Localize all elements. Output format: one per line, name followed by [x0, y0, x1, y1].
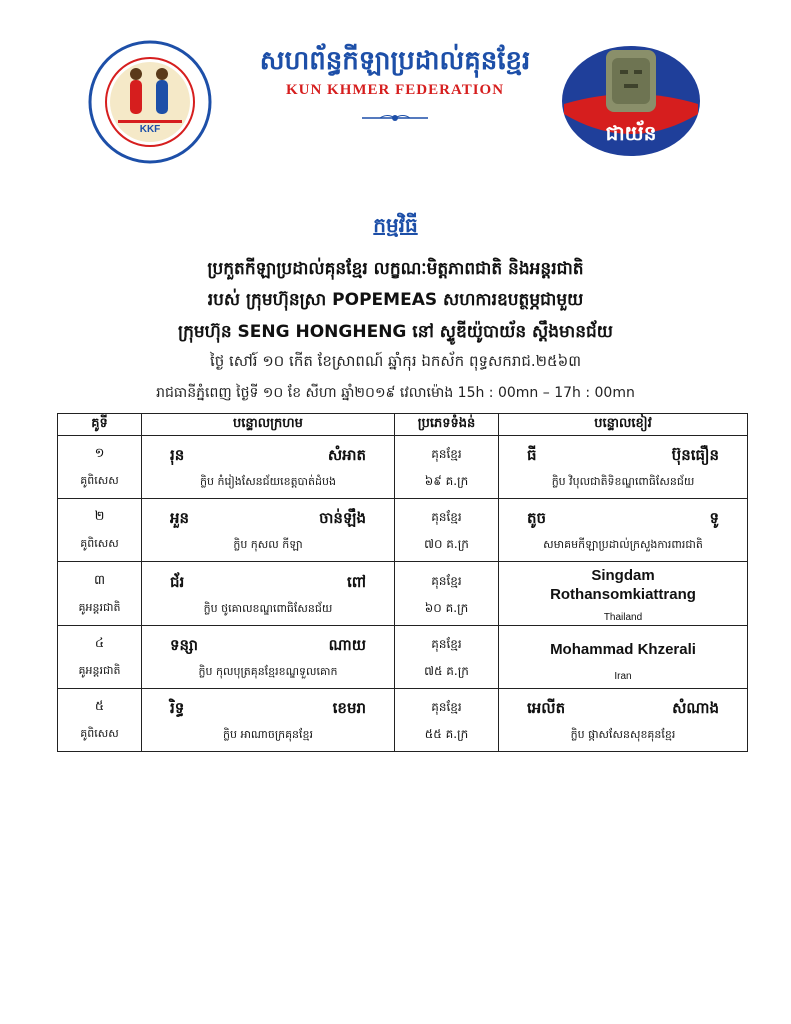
fight-style: គុនខ្មែរ — [431, 447, 462, 461]
bout-number: ៥ — [94, 699, 105, 714]
red-fighter-club: ក្លិប ថូគោលខណ្ឌពោធិសែនជ័យ — [203, 601, 333, 615]
table-row — [58, 689, 748, 752]
fight-schedule-table — [57, 413, 748, 752]
bout-cell — [58, 436, 142, 499]
red-first-name: រុន — [170, 446, 185, 464]
header-bout-number: គូទី — [58, 414, 142, 436]
weight-class: ៧៥ គ.ក្រ — [424, 664, 469, 678]
blue-corner-cell — [499, 626, 748, 689]
program-title: កម្មវិធី — [373, 213, 418, 237]
red-fighter-name — [142, 438, 394, 470]
red-fighter-club: ក្លិប កុលបុត្រគុនខ្មែរខណ្ឌទួលគោក — [198, 665, 338, 678]
blue-first-name: អេលីត — [527, 699, 566, 717]
fight-style: គុនខ្មែរ — [431, 573, 462, 588]
weight-cell — [395, 562, 499, 626]
program-line-1: ប្រកួតកីឡាប្រដាល់គុនខ្មែរ លក្ខណៈមិត្តភាពជាតិ និងអន្តរជាតិ — [207, 259, 584, 279]
blue-fighter-name: Mohammad Khzerali — [550, 640, 696, 658]
red-corner-cell — [142, 436, 395, 499]
red-fighter-name — [142, 565, 394, 597]
red-corner-cell — [142, 689, 395, 752]
blue-last-name: សំណាង — [672, 699, 719, 717]
bout-number: ១ — [94, 446, 105, 461]
blue-fighter-country: Thailand — [603, 612, 643, 623]
red-fighter-name — [142, 691, 394, 723]
bayon-logo-text: ជាយ័ន — [605, 121, 657, 145]
table-row — [58, 626, 748, 689]
blue-fighter-name-line-2: Rothansomkiattrang — [550, 586, 696, 603]
blue-fighter-name-line-1: Singdam — [591, 567, 655, 584]
header-weight-class: ប្រភេទទំងន់ — [395, 414, 499, 436]
red-fighter-club: ក្លិប អាណាចក្រគុនខ្មែរ — [222, 728, 314, 741]
bout-category: គូអន្តរជាតិ — [78, 664, 121, 677]
red-fighter-name — [142, 501, 394, 533]
fight-style: គុនខ្មែរ — [431, 510, 462, 524]
blue-fighter-name — [499, 691, 747, 723]
table-header-row — [58, 414, 748, 436]
ornament-divider — [360, 108, 430, 118]
bout-number: ៤ — [94, 636, 105, 651]
blue-corner-cell — [499, 436, 748, 499]
weight-cell — [395, 626, 499, 689]
blue-corner-cell — [499, 562, 748, 626]
bout-cell — [58, 499, 142, 562]
red-last-name: សំអាត — [327, 446, 366, 464]
blue-first-name: តូច — [527, 509, 547, 527]
program-line-2: របស់ ក្រុមហ៊ុនស្រា POPEMEAS សហការឧបត្ថម្ភជាមួយ — [207, 290, 584, 310]
kkf-logo — [88, 40, 212, 164]
weight-class: ៧០ គ.ក្រ — [424, 537, 469, 551]
bayon-logo — [560, 44, 702, 158]
bout-category: គូអន្តរជាតិ — [78, 600, 121, 614]
weight-cell — [395, 689, 499, 752]
bout-cell — [58, 562, 142, 626]
header-blue-corner: បន្ទោលខៀវ — [499, 414, 748, 436]
blue-fighter-name — [499, 501, 747, 533]
red-corner-cell — [142, 499, 395, 562]
red-first-name: ទន្សា — [170, 636, 199, 654]
blue-fighter-name — [499, 438, 747, 470]
red-last-name: ណាយ — [328, 636, 366, 654]
solar-date-time: រាជធានីភ្នំពេញ ថ្ងៃទី ១០ ខែ សីហា ឆ្នាំ២០១៩ វេលាម៉ោង 15h : 00mn – 17h : 00mn — [156, 385, 635, 401]
weight-class: ៦០ គ.ក្រ — [424, 600, 469, 615]
weight-class: ៦៩ គ.ក្រ — [424, 474, 469, 488]
blue-fighter-club: ក្លិប ផ្កាសសែនសុខគុនខ្មែរ — [570, 728, 676, 741]
bout-number: ២ — [94, 509, 105, 524]
red-first-name: ជ័រ — [170, 572, 185, 591]
blue-fighter-country: Iran — [614, 670, 632, 682]
blue-fighter-club: សមាគមកីឡាប្រដាល់ក្រសួងការពារជាតិ — [543, 538, 703, 551]
bout-category: គូពិសេស — [80, 727, 119, 740]
red-fighter-club: ក្លិប កំរៀងសែនជ័យខេត្តបាត់ដំបង — [200, 475, 336, 488]
bout-cell — [58, 689, 142, 752]
fight-style: គុនខ្មែរ — [431, 637, 462, 651]
blue-first-name: ធី — [527, 446, 537, 464]
red-fighter-name — [142, 628, 394, 660]
blue-fighter-club: ក្លិប វិបុលជាតិទិខណ្ឌពោធិសែនជ័យ — [551, 475, 695, 488]
federation-name-english: KUN KHMER FEDERATION — [285, 82, 505, 98]
red-first-name: អួន — [170, 509, 190, 527]
table-row — [58, 499, 748, 562]
red-last-name: ចាន់ឡឹង — [319, 509, 366, 527]
kkf-logo-text: KKF — [139, 124, 161, 135]
bout-number: ៣ — [93, 572, 106, 588]
red-first-name: រិទ្ធ — [170, 699, 185, 717]
weight-class: ៥៥ គ.ក្រ — [424, 727, 469, 741]
red-corner-cell — [142, 626, 395, 689]
bout-category: គូពិសេស — [80, 537, 119, 550]
table-row — [58, 436, 748, 499]
red-last-name: ពៅ — [346, 572, 366, 591]
program-line-3: ក្រុមហ៊ុន SENG HONGHENG នៅ ស្ទូឌីយ៉ូបាយ័ន ស្ដឹងមានជ័យ — [178, 322, 613, 342]
bout-category: គូពិសេស — [80, 474, 119, 487]
blue-last-name: ប៊ុនធឿន — [671, 446, 719, 464]
federation-name-khmer: សហព័ន្ធកីឡាប្រដាល់គុនខ្មែរ — [259, 46, 531, 76]
blue-corner-cell — [499, 689, 748, 752]
red-corner-cell — [142, 562, 395, 626]
red-last-name: ខេមរា — [332, 699, 366, 717]
red-fighter-club: ក្លិប កុសល កីឡា — [233, 538, 303, 551]
header-red-corner: បន្ទោលក្រហម — [142, 414, 395, 436]
bout-cell — [58, 626, 142, 689]
table-row — [58, 562, 748, 626]
weight-cell — [395, 499, 499, 562]
blue-last-name: ទូ — [709, 509, 719, 527]
blue-corner-cell — [499, 499, 748, 562]
lunar-date: ថ្ងៃ សៅរ៍ ១០ កើត ខែស្រាពណ៍ ឆ្នាំកុរ ឯកស័ក ពុទ្ធសករាជ.២៥៦៣ — [209, 352, 582, 370]
weight-cell — [395, 436, 499, 499]
fight-style: គុនខ្មែរ — [431, 700, 462, 714]
